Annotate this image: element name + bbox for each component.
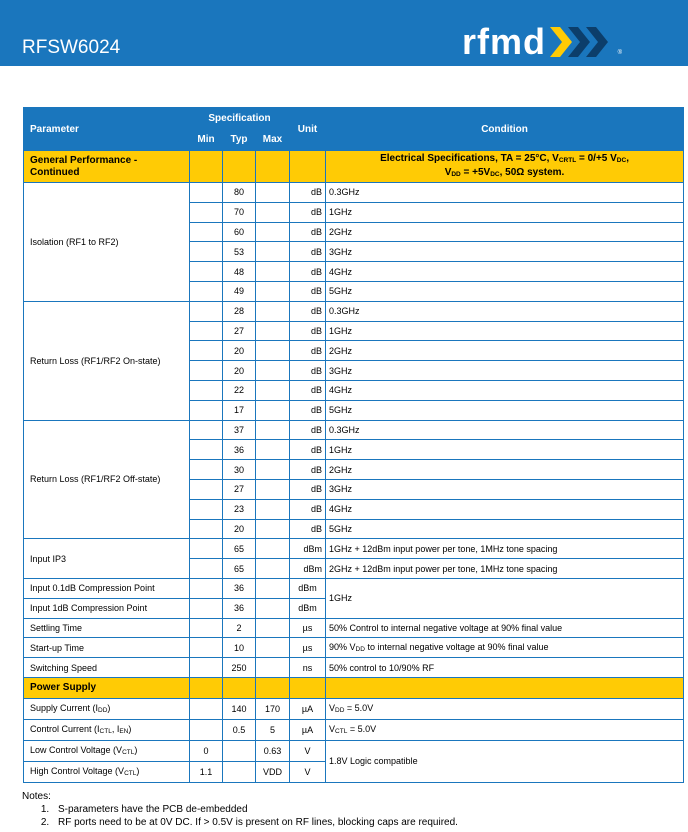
min-cell	[190, 440, 223, 460]
section-conditions: Electrical Specifications, TA = 25°C, $V_{CRTL} = 0/+5$ $V_{DC}$, $V_{DD} = +5V_{DC}$, 50Ω system.	[326, 151, 684, 183]
chevron-logo-icon	[550, 25, 612, 59]
typ-cell: 36	[223, 440, 256, 460]
specification-table	[23, 107, 684, 783]
col-condition: Condition	[326, 108, 684, 151]
cond-cell: 5GHz	[326, 519, 684, 539]
notes-section	[22, 790, 458, 829]
param-label: Input 1dB Compression Point	[24, 598, 190, 618]
cond-cell: 5GHz	[326, 400, 684, 420]
col-typ: Typ	[223, 129, 256, 151]
table-row: Switching Speed 250 ns 50% control to 10/90% RF	[24, 658, 684, 678]
unit-cell: dB	[290, 380, 326, 400]
unit-cell: dB	[290, 281, 326, 301]
typ-cell: 17	[223, 400, 256, 420]
typ-cell: 49	[223, 281, 256, 301]
unit-cell: dB	[290, 499, 326, 519]
table-row	[24, 301, 684, 321]
unit-cell: dB	[290, 321, 326, 341]
unit-cell: dB	[290, 400, 326, 420]
max-cell	[256, 183, 290, 203]
table-row: Control Current ($I_{CTL}$, $I_{EN}$) 0.5 5 µA $V_{CTL} = 5.0V$	[24, 719, 684, 740]
max-cell	[256, 539, 290, 559]
cond-cell: 4GHz	[326, 380, 684, 400]
max-cell	[256, 380, 290, 400]
logo-text: rfmd	[462, 21, 546, 62]
max-cell	[256, 262, 290, 282]
min-cell	[190, 321, 223, 341]
col-specification: Specification	[190, 108, 290, 130]
cond-cell: 2GHz	[326, 222, 684, 242]
unit-cell: dB	[290, 420, 326, 440]
unit-cell: dB	[290, 183, 326, 203]
param-label: Isolation (RF1 to RF2)	[24, 183, 190, 302]
min-cell	[190, 361, 223, 381]
rfmd-logo	[462, 20, 622, 64]
typ-cell: 65	[223, 559, 256, 579]
note-item: 2. RF ports need to be at 0V DC. If > 0.5V is present on RF lines, blocking caps are required.	[52, 816, 458, 829]
unit-cell: dBm	[290, 559, 326, 579]
page-header	[0, 0, 688, 66]
min-cell	[190, 539, 223, 559]
document-title: RFSW6024	[22, 37, 121, 58]
min-cell	[190, 222, 223, 242]
min-cell	[190, 301, 223, 321]
note-item: 1. S-parameters have the PCB de-embedded	[52, 803, 458, 816]
param-label: Return Loss (RF1/RF2 Off-state)	[24, 420, 190, 539]
typ-cell: 22	[223, 380, 256, 400]
max-cell	[256, 420, 290, 440]
table-row: Supply Current $(I_{DD})$ 140 170 µA $V_{DD} = 5.0V$	[24, 698, 684, 719]
isolation-group	[24, 183, 684, 302]
input-ip3-group	[24, 539, 684, 579]
max-cell	[256, 222, 290, 242]
max-cell	[256, 440, 290, 460]
typ-cell: 48	[223, 262, 256, 282]
max-cell	[256, 321, 290, 341]
min-cell	[190, 559, 223, 579]
col-max: Max	[256, 129, 290, 151]
min-cell	[190, 479, 223, 499]
cond-cell: 0.3GHz	[326, 183, 684, 203]
max-cell	[256, 499, 290, 519]
cond-cell: 0.3GHz	[326, 301, 684, 321]
return-loss-on-group	[24, 301, 684, 420]
unit-cell: dB	[290, 479, 326, 499]
typ-cell: 23	[223, 499, 256, 519]
min-cell	[190, 341, 223, 361]
typ-cell: 80	[223, 183, 256, 203]
cond-cell: 2GHz	[326, 460, 684, 480]
max-cell	[256, 479, 290, 499]
min-cell	[190, 183, 223, 203]
section-power-supply	[24, 677, 684, 698]
table-row: Settling Time 2 µs 50% Control to internal negative voltage at 90% final value	[24, 618, 684, 638]
typ-cell: 37	[223, 420, 256, 440]
table-row: Input 0.1dB Compression Point 36 dBm 1GHz	[24, 578, 684, 598]
cond-cell: 0.3GHz	[326, 420, 684, 440]
max-cell	[256, 519, 290, 539]
typ-cell: 65	[223, 539, 256, 559]
typ-cell: 60	[223, 222, 256, 242]
table-row	[24, 420, 684, 440]
unit-cell: dB	[290, 341, 326, 361]
notes-title: Notes:	[22, 791, 51, 802]
table-row	[24, 539, 684, 559]
typ-cell: 27	[223, 479, 256, 499]
table-row: Start-up Time 10 µs 90% $V_{DD}$ to internal negative voltage at 90% final value	[24, 638, 684, 658]
max-cell	[256, 202, 290, 222]
max-cell	[256, 460, 290, 480]
cond-cell: 1GHz + 12dBm input power per tone, 1MHz tone spacing	[326, 539, 684, 559]
col-min: Min	[190, 129, 223, 151]
min-cell	[190, 281, 223, 301]
cond-cell: 5GHz	[326, 281, 684, 301]
max-cell	[256, 242, 290, 262]
unit-cell: dB	[290, 519, 326, 539]
section-title: General Performance - Continued	[24, 151, 190, 183]
unit-cell: dB	[290, 202, 326, 222]
condition-cell: 1GHz	[326, 578, 684, 618]
min-cell	[190, 242, 223, 262]
cond-cell: 1GHz	[326, 202, 684, 222]
col-parameter: Parameter	[24, 108, 190, 151]
unit-cell: dB	[290, 242, 326, 262]
typ-cell: 70	[223, 202, 256, 222]
section-general-performance	[24, 151, 684, 183]
notes-list	[22, 803, 458, 829]
typ-cell: 20	[223, 341, 256, 361]
min-cell	[190, 400, 223, 420]
cond-cell: 3GHz	[326, 361, 684, 381]
unit-cell: dB	[290, 301, 326, 321]
cond-cell: 2GHz + 12dBm input power per tone, 1MHz tone spacing	[326, 559, 684, 579]
param-label: Input 0.1dB Compression Point	[24, 578, 190, 598]
min-cell	[190, 460, 223, 480]
col-unit: Unit	[290, 108, 326, 151]
typ-cell: 20	[223, 361, 256, 381]
max-cell	[256, 281, 290, 301]
param-label: Input IP3	[24, 539, 190, 579]
unit-cell: dB	[290, 460, 326, 480]
max-cell	[256, 341, 290, 361]
unit-cell: dB	[290, 361, 326, 381]
table-row: Low Control Voltage $(V_{CTL})$ 0 0.63 V 1.8V Logic compatible	[24, 740, 684, 761]
unit-cell: dBm	[290, 539, 326, 559]
param-label: Return Loss (RF1/RF2 On-state)	[24, 301, 190, 420]
typ-cell: 20	[223, 519, 256, 539]
cond-cell: 1GHz	[326, 321, 684, 341]
table-row: Input 1dB Compression Point 36 dBm	[24, 598, 684, 618]
table-row: High Control Voltage $(V_{CTL})$ 1.1 VDD V	[24, 761, 684, 782]
typ-cell: 53	[223, 242, 256, 262]
min-cell	[190, 202, 223, 222]
table-header-row	[24, 108, 684, 130]
typ-cell: 28	[223, 301, 256, 321]
max-cell	[256, 559, 290, 579]
max-cell	[256, 301, 290, 321]
typ-cell: 27	[223, 321, 256, 341]
cond-cell: 3GHz	[326, 479, 684, 499]
cond-cell: 1GHz	[326, 440, 684, 460]
section-title: Power Supply	[24, 677, 190, 698]
max-cell	[256, 400, 290, 420]
max-cell	[256, 361, 290, 381]
cond-cell: 2GHz	[326, 341, 684, 361]
cond-cell: 4GHz	[326, 262, 684, 282]
unit-cell: dB	[290, 440, 326, 460]
min-cell	[190, 380, 223, 400]
min-cell	[190, 420, 223, 440]
typ-cell: 30	[223, 460, 256, 480]
return-loss-off-group	[24, 420, 684, 539]
unit-cell: dB	[290, 262, 326, 282]
min-cell	[190, 519, 223, 539]
cond-cell: 4GHz	[326, 499, 684, 519]
table-row	[24, 183, 684, 203]
trademark-mark: ®	[617, 50, 622, 56]
cond-cell: 3GHz	[326, 242, 684, 262]
min-cell	[190, 262, 223, 282]
min-cell	[190, 499, 223, 519]
unit-cell: dB	[290, 222, 326, 242]
